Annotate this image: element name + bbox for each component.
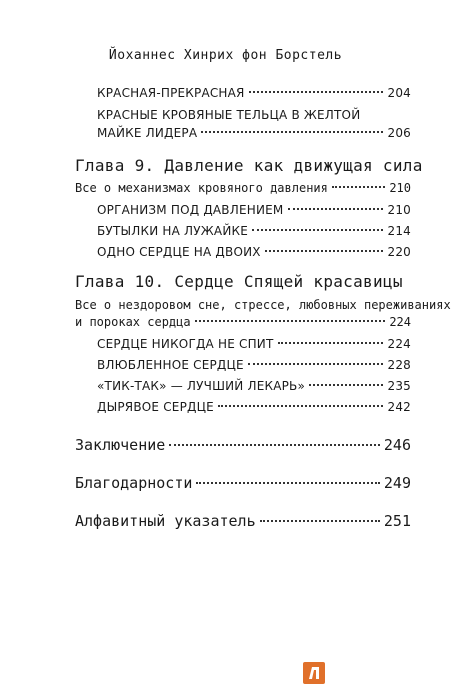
dot-leader <box>288 208 384 210</box>
entry-page: 249 <box>383 474 411 492</box>
dot-leader <box>196 482 380 484</box>
entry-title: КРАСНАЯ-ПРЕКРАСНАЯ <box>97 86 245 100</box>
entry-title: Благодарности <box>75 474 193 492</box>
entry-page: 204 <box>387 86 411 100</box>
dot-leader <box>169 444 380 446</box>
toc-entry <box>97 358 411 372</box>
toc-entry <box>97 337 411 351</box>
entry-title: СЕРДЦЕ НИКОГДА НЕ СПИТ <box>97 337 274 351</box>
dot-leader <box>252 229 383 231</box>
entry-page: 224 <box>387 337 411 351</box>
chapter-heading: Глава 9. Давление как движущая сила <box>75 156 423 175</box>
toc-entry <box>97 224 411 238</box>
dot-leader <box>309 384 383 386</box>
dot-leader <box>249 91 384 93</box>
entry-title: ОРГАНИЗМ ПОД ДАВЛЕНИЕМ <box>97 203 284 217</box>
dot-leader <box>332 186 385 188</box>
entry-page: 210 <box>387 203 411 217</box>
entry-page: 228 <box>387 358 411 372</box>
toc-entry <box>75 436 411 454</box>
entry-page: 214 <box>387 224 411 238</box>
toc-entry <box>75 512 411 530</box>
toc-entry <box>97 379 411 393</box>
dot-leader <box>265 250 384 252</box>
dot-leader <box>260 520 380 522</box>
entry-title: ДЫРЯВОЕ СЕРДЦЕ <box>97 400 214 414</box>
entry-page: 220 <box>387 245 411 259</box>
entry-page: 246 <box>383 436 411 454</box>
entry-page: 251 <box>383 512 411 530</box>
toc-entry <box>97 400 411 414</box>
publisher-logo-icon <box>303 662 325 684</box>
toc-entry <box>75 474 411 492</box>
dot-leader <box>278 342 384 344</box>
entry-page: 242 <box>387 400 411 414</box>
entry-title: Заключение <box>75 436 166 454</box>
entry-page: 224 <box>389 315 411 329</box>
toc-entry <box>97 203 411 217</box>
dot-leader <box>201 131 383 133</box>
entry-page: 235 <box>387 379 411 393</box>
entry-page: 206 <box>387 126 411 140</box>
chapter-heading: Глава 10. Сердце Спящей красавицы <box>75 272 403 291</box>
dot-leader <box>248 363 384 365</box>
entry-title: Алфавитный указатель <box>75 512 256 530</box>
toc-entry <box>75 181 411 195</box>
toc-entry <box>97 86 411 100</box>
entry-title: и пороках сердца <box>75 315 191 329</box>
dot-leader <box>195 320 386 322</box>
entry-title-line: Все о нездоровом сне, стрессе, любовных переживаниях <box>75 298 451 312</box>
entry-title: Все о механизмах кровяного давления <box>75 181 328 195</box>
entry-page: 210 <box>389 181 411 195</box>
entry-title-line: КРАСНЫЕ КРОВЯНЫЕ ТЕЛЬЦА В ЖЕЛТОЙ <box>97 108 361 122</box>
entry-title: ОДНО СЕРДЦЕ НА ДВОИХ <box>97 245 261 259</box>
entry-title: ВЛЮБЛЕННОЕ СЕРДЦЕ <box>97 358 244 372</box>
toc-entry <box>97 245 411 259</box>
toc-entry <box>75 315 411 329</box>
entry-title: БУТЫЛКИ НА ЛУЖАЙКЕ <box>97 224 248 238</box>
running-head: Йоханнес Хинрих фон Борстель <box>108 48 343 63</box>
entry-title: МАЙКЕ ЛИДЕРА <box>97 126 198 140</box>
entry-title: «ТИК-ТАК» — ЛУЧШИЙ ЛЕКАРЬ» <box>97 379 306 393</box>
dot-leader <box>218 405 384 407</box>
toc-entry <box>97 126 411 140</box>
